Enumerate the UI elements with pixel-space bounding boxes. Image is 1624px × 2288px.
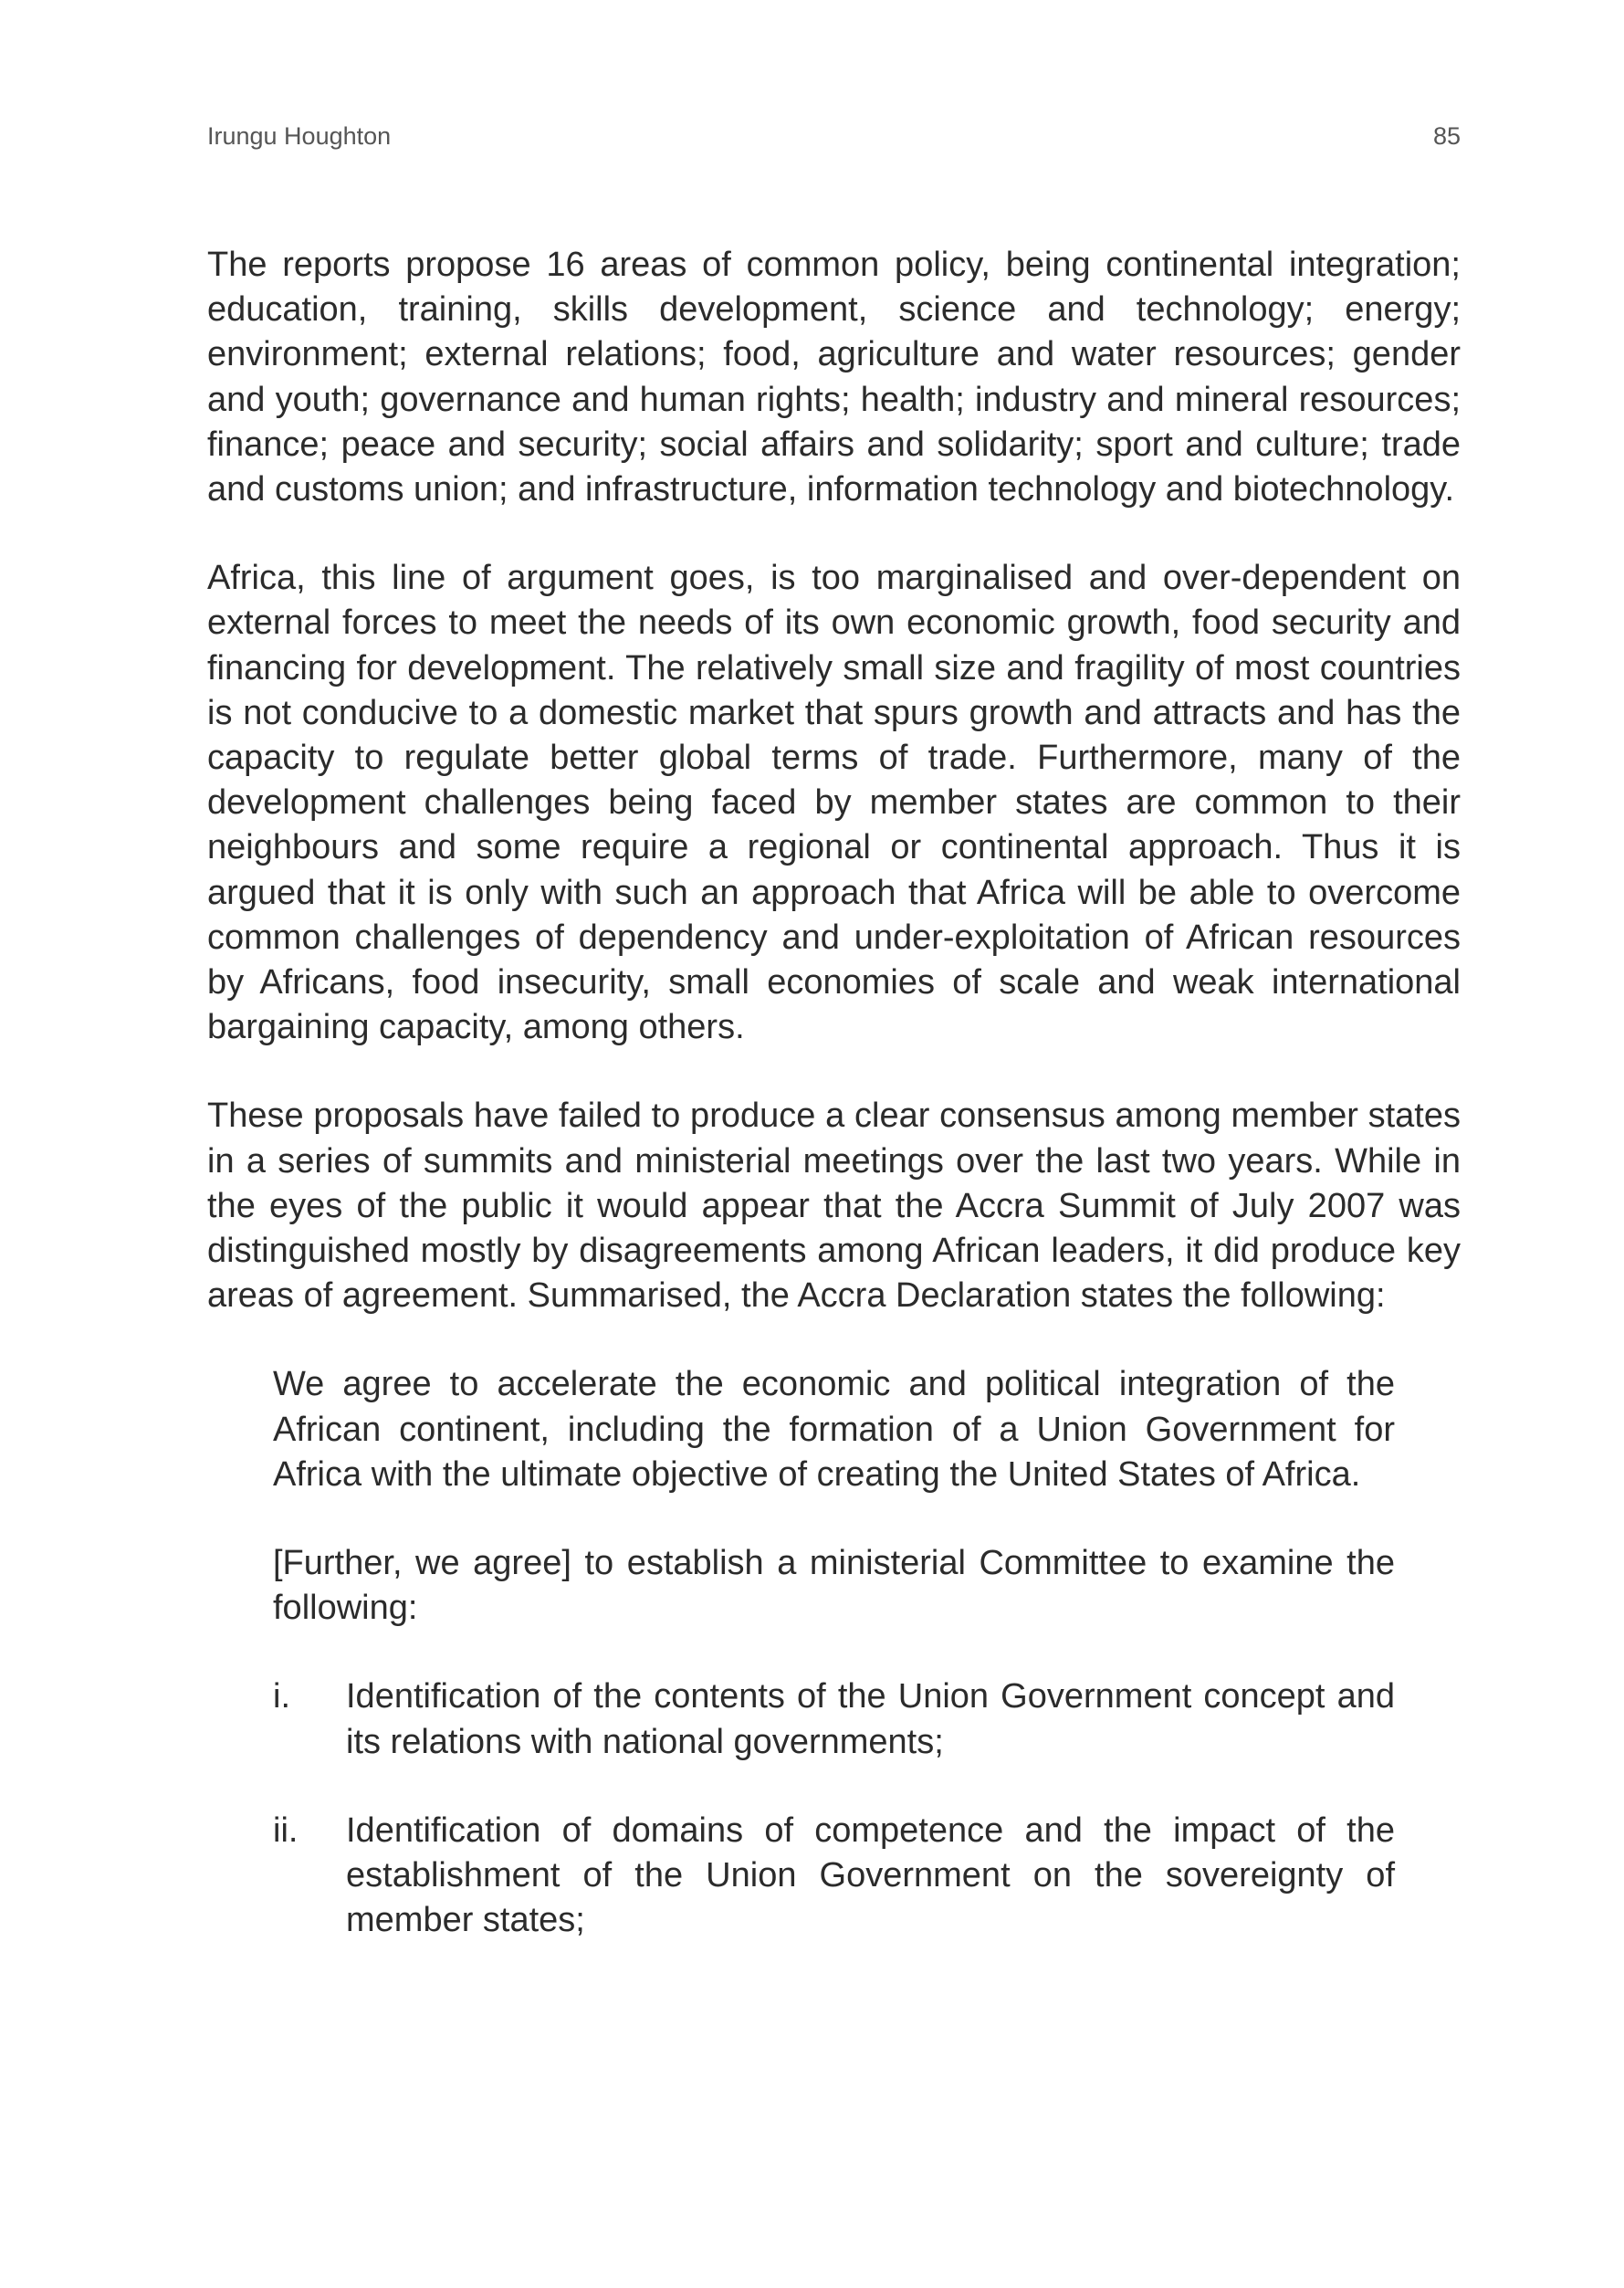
running-header-author: Irungu Houghton [207, 122, 392, 150]
body-text [207, 243, 1461, 1988]
list-item [273, 1809, 1395, 1944]
block-quote-accra-declaration [273, 1362, 1395, 1943]
paragraph-argument: Africa, this line of argument goes, is too marginalised and over-dependent on external forces to meet the needs of its own economic growth, food security and financing for development. The relatively small size and fragility of most countries is not conducive to a domestic market that spurs growth and attracts and has the capacity to regulate better global terms of trade. Furthermore, many of the development challenges being faced by member states are common to their neighbours and some require a regional or continental approach. Thus it is argued that it is only with such an approach that Africa will be able to overcome common challenges of dependency and under-exploitation of African resources by Africans, food insecurity, small economies of scale and weak international bargaining capacity, among others. [207, 559, 1461, 1047]
quote-paragraph-integration: We agree to accelerate the economic and political integration of the African continent, including the formation of a Union Government for Africa with the ultimate objective of creating the United States of Africa. [273, 1365, 1395, 1494]
paragraph-policy-areas: The reports propose 16 areas of common policy, being continental integration; education, training, skills development, science and technology; energy; environment; external relations; food, agriculture and water resources; gender and youth; governance and human rights; health; industry and mineral resources; finance; peace and security; social affairs and solidarity; sport and culture; trade and customs union; and infrastructure, information technology and biotechnology. [207, 246, 1461, 509]
paragraph-accra-summit: These proposals have failed to produce a clear consensus among member states in a series of summits and ministerial meetings over the last two years. While in the eyes of the public it would appear that the Accra Summit of July 2007 was distinguished mostly by disagreements among African leaders, it did produce key areas of agreement. Summarised, the Accra Declaration states the following: [207, 1097, 1461, 1316]
list-item-text: Identification of domains of competence and the impact of the establishment of the Union Government on the sovereignty of member states; [346, 1810, 1395, 1940]
quote-paragraph-committee: [Further, we agree] to establish a ministerial Committee to examine the following: [273, 1544, 1395, 1628]
list-marker: ii. [273, 1810, 299, 1850]
list-item-text: Identification of the contents of the Union Government concept and its relations with national governments; [346, 1677, 1395, 1761]
list-marker: i. [273, 1677, 290, 1716]
list-item [273, 1674, 1395, 1764]
running-header [207, 122, 1461, 159]
page-number: 85 [1432, 122, 1461, 150]
